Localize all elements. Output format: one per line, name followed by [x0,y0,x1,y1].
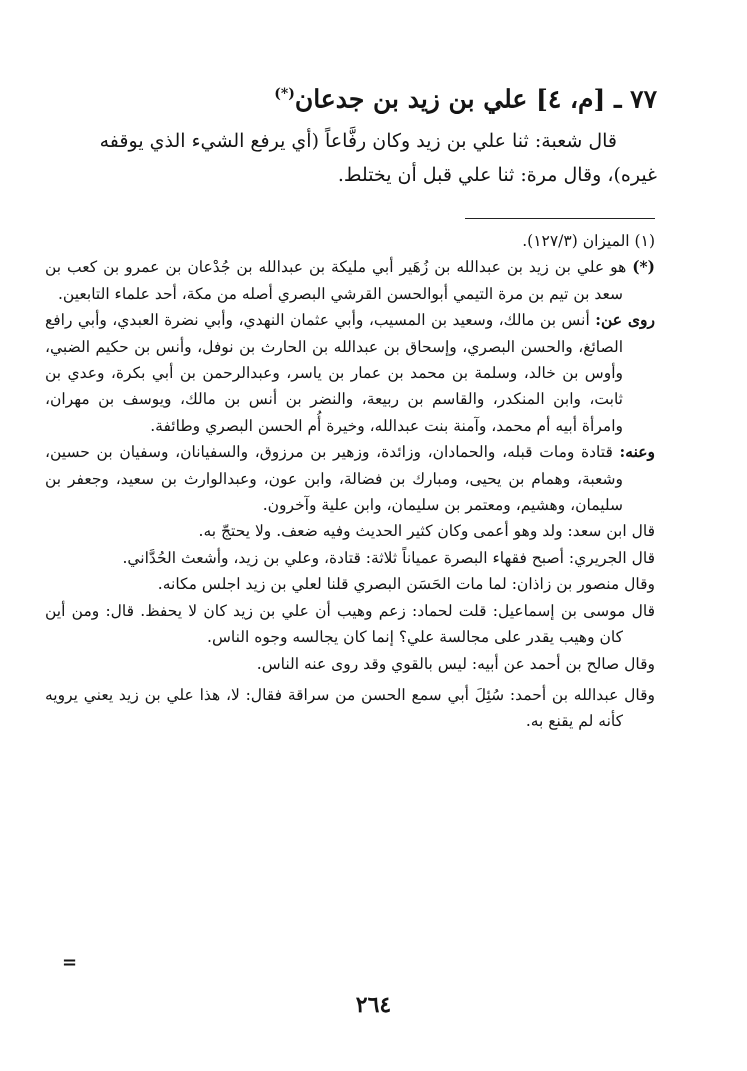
quote-mansur: وقال منصور بن زاذان: لما مات الحَسَن البصري قلنا لعلي بن زيد اجلس مكانه. [157,575,655,594]
page-number: ٢٦٤ [355,992,392,1018]
rawa-an-text: أنس بن مالك، وسعيد بن المسيب، وأبي عثمان النهدي، وأبي نضرة العبدي، وأبي رافع الصائغ، والحسن البصري، وإسحاق بن عبدالله بن الحارث بن نوفل، وأنس بن حكيم الضبي، وأوس بن خالد، وسلمة بن محمد بن عمار بن ياسر، وعبدالرحمن بن أبي بكرة، وعدي بن ثابت، وابن المنكدر، والقاسم بن ربيعة، والنضر بن أنس بن مالك، ويوسف بن مهران، وامرأة أبيه أم محمد، وآمنة بنت عبدالله، وخيرة أُم الحسن البصري وطائفة. [45,311,623,435]
quote-jurayri: قال الجريري: أصبح فقهاء البصرة عمياناً ثلاثة: قتادة، وعلي بن زيد، وأشعث الحُدَّاني. [122,548,655,567]
entry-dash: ـ [614,84,622,114]
entry-star: (*) [274,86,295,102]
intro-line-1: قال شعبة: ثنا علي بن زيد وكان رفَّاعاً (أي يرفع الشيء الذي يوقفه [99,130,617,152]
anhu-label: وعنه: [619,442,655,462]
footnote-1 [45,228,655,254]
entry-codes: [م، ٤] [536,84,606,114]
entry-heading [77,74,657,119]
intro-paragraph [57,124,657,192]
footnote-rule [465,218,655,219]
entry-number: ٧٧ [630,84,657,114]
quote-salih: وقال صالح بن أحمد عن أبيه: ليس بالقوي وقد روى عنه الناس. [256,654,655,673]
anhu-paragraph [45,439,655,518]
footnotes [45,228,655,735]
anhu-text: قتادة ومات قبله، والحمادان، وزائدة، وزهير بن مرزوق، والسفيانان، وسفيان بن حسين، وشعبة، وهمام بن يحيى، ومبارك بن فضالة، وابن عون، وعبدالوارث بن سعيد، وجعفر بن سليمان، وهشيم، ومعتمر بن سليمان، وابن علية وآخرون. [45,443,623,515]
continuation-mark: = [62,952,78,973]
rawa-an-label: روى عن: [595,310,655,330]
entry-name: علي بن زيد بن جدعان [294,84,528,114]
intro-line-2: غيره)، وقال مرة: ثنا علي قبل أن يختلط. [337,164,657,186]
quote-ibn-saad: قال ابن سعد: ولد وهو أعمى وكان كثير الحديث وفيه ضعف. ولا يحتجّ به. [198,522,655,541]
footnote-1-text: الميزان (١٢٧/٣). [522,232,630,250]
quote-abdullah: وقال عبدالله بن أحمد: سُئِلَ أبي سمع الحسن من سراقة فقال: لا، هذا علي بن زيد يعني يرويه كأنه لم يقنع به. [45,685,655,731]
bio-text: هو علي بن زيد بن عبدالله بن زُهَير أبي مليكة بن عبدالله بن جُدْعان بن عمرو بن كعب بن سعد بن تيم بن مرة التيمي أبوالحسن القرشي البصري أصله من مكة، أحد علماء التابعين. [45,258,627,303]
footnote-star [45,254,655,307]
rawa-an-paragraph [45,307,655,439]
footnote-star-marker: (*) [632,257,655,277]
footnote-1-marker: (١) [634,232,655,250]
quote-musa: قال موسى بن إسماعيل: قلت لحماد: زعم وهيب أن علي بن زيد كان لا يحفظ. قال: ومن أين كان وهيب يقدر على مجالسة علي؟ إنما كان يجالسه وجوه الناس. [45,601,655,647]
